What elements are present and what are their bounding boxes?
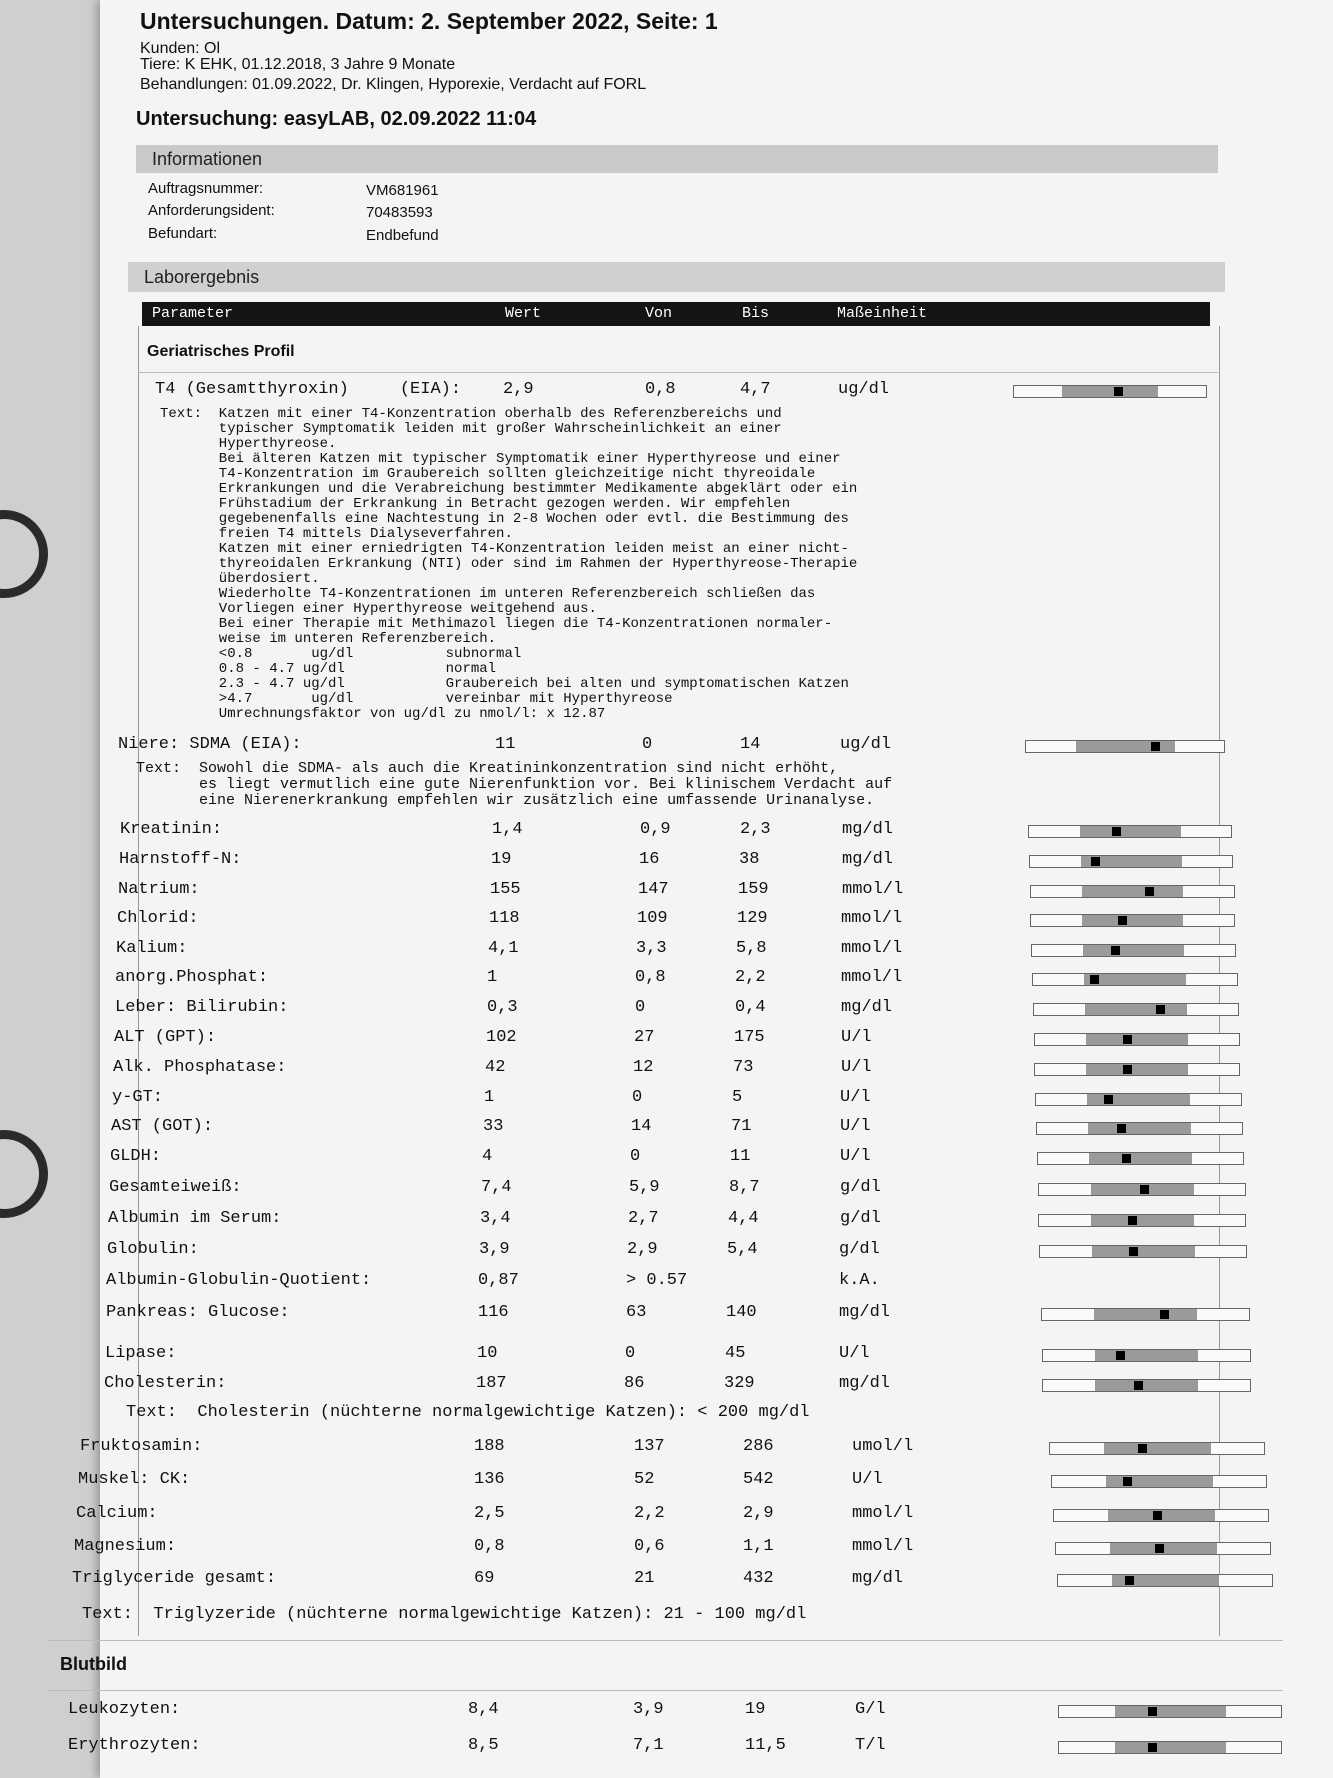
cholesterol-note: Text: Cholesterin (nüchterne normalgewichtige Katzen): < 200 mg/dl xyxy=(126,1403,810,1422)
cell-wert: 7,4 xyxy=(481,1178,512,1197)
range-bar xyxy=(1051,1475,1267,1488)
info-heading: Informationen xyxy=(136,145,1218,173)
cell-name: AST (GOT): xyxy=(111,1117,214,1136)
info-label-type: Befundart: xyxy=(148,225,218,242)
cell-name: T4 (Gesamtthyroxin) (EIA): xyxy=(155,380,462,399)
cell-bis: 5,8 xyxy=(736,939,767,958)
range-bar-reference xyxy=(1092,1246,1195,1257)
cell-von: 3,9 xyxy=(633,1700,664,1719)
cell-von: 0 xyxy=(625,1344,636,1363)
cell-von: 0 xyxy=(642,735,653,754)
range-bar xyxy=(1049,1442,1265,1455)
range-bar-reference xyxy=(1082,915,1184,926)
range-bar xyxy=(1030,885,1235,898)
cell-bis: 11,5 xyxy=(745,1736,786,1755)
cell-wert: 102 xyxy=(486,1028,517,1047)
cell-wert: 69 xyxy=(474,1569,495,1588)
cell-einheit: k.A. xyxy=(839,1271,880,1290)
cell-einheit: mg/dl xyxy=(842,820,894,839)
cell-name: Kreatinin: xyxy=(120,820,223,839)
cell-name: Gesamteiweiß: xyxy=(109,1178,242,1197)
cell-bis: 5 xyxy=(732,1088,743,1107)
cell-von: 5,9 xyxy=(629,1178,660,1197)
range-bar-marker xyxy=(1123,1035,1132,1044)
cell-von: > 0.57 xyxy=(626,1271,688,1290)
cell-name: Triglyceride gesamt: xyxy=(72,1569,277,1588)
cell-bis: 432 xyxy=(743,1569,774,1588)
range-bar-reference xyxy=(1091,1215,1194,1226)
range-bar xyxy=(1028,825,1232,838)
cell-einheit: T/l xyxy=(855,1736,886,1755)
cell-wert: 3,4 xyxy=(480,1209,511,1228)
range-bar xyxy=(1034,1033,1240,1046)
cell-von: 0,6 xyxy=(634,1537,665,1556)
cell-name: Muskel: CK: xyxy=(78,1470,191,1489)
range-bar-marker xyxy=(1118,916,1127,925)
binder-ring-bottom xyxy=(0,1130,48,1218)
range-bar-reference xyxy=(1115,1706,1226,1717)
cell-name: Lipase: xyxy=(105,1344,177,1363)
cell-bis: 1,1 xyxy=(743,1537,774,1556)
cell-einheit: g/dl xyxy=(840,1209,881,1228)
section-blutbild: Blutbild xyxy=(60,1654,127,1674)
cell-bis: 19 xyxy=(745,1700,766,1719)
cell-wert: 188 xyxy=(474,1437,505,1456)
range-bar xyxy=(1042,1349,1251,1362)
range-bar-marker xyxy=(1155,1544,1164,1553)
cell-von: 86 xyxy=(624,1374,645,1393)
range-bar-marker xyxy=(1090,975,1099,984)
cell-bis: 14 xyxy=(740,735,761,754)
range-bar xyxy=(1038,1183,1246,1196)
cell-name: Fruktosamin: xyxy=(80,1437,203,1456)
cell-bis: 4,4 xyxy=(728,1209,759,1228)
info-value-order: VM681961 xyxy=(366,182,439,199)
cell-von: 0,8 xyxy=(645,380,676,399)
report-title: Untersuchungen. Datum: 2. September 2022, Seite: 1 xyxy=(140,8,718,34)
cell-bis: 11 xyxy=(730,1147,751,1166)
cell-einheit: mg/dl xyxy=(841,998,893,1017)
col-bis: Bis xyxy=(742,305,770,322)
cell-wert: 1 xyxy=(484,1088,495,1107)
range-bar xyxy=(1031,944,1236,957)
section-geriatric: Geriatrisches Profil xyxy=(147,343,295,360)
range-bar-reference xyxy=(1106,1476,1213,1487)
cell-wert: 116 xyxy=(478,1303,509,1322)
cell-wert: 187 xyxy=(476,1374,507,1393)
cell-wert: 2,5 xyxy=(474,1504,505,1523)
range-bar-marker xyxy=(1156,1005,1165,1014)
range-bar xyxy=(1033,1003,1239,1016)
range-bar-marker xyxy=(1114,387,1123,396)
cell-einheit: g/dl xyxy=(839,1240,880,1259)
cell-einheit: mg/dl xyxy=(839,1374,891,1393)
range-bar-reference xyxy=(1104,1443,1211,1454)
cell-wert: 155 xyxy=(490,880,521,899)
range-bar-reference xyxy=(1087,1094,1190,1105)
cell-bis: 5,4 xyxy=(727,1240,758,1259)
cell-bis: 73 xyxy=(733,1058,754,1077)
animal-line: Tiere: K EHK, 01.12.2018, 3 Jahre 9 Monate xyxy=(140,56,456,73)
cell-einheit: ug/dl xyxy=(838,380,890,399)
range-bar xyxy=(1042,1379,1251,1392)
cell-bis: 2,3 xyxy=(740,820,771,839)
blutbild-divider-2 xyxy=(48,1690,1283,1691)
cell-name: Magnesium: xyxy=(74,1537,177,1556)
range-bar-reference xyxy=(1086,1034,1188,1045)
cell-wert: 0,3 xyxy=(487,998,518,1017)
cell-bis: 542 xyxy=(743,1470,774,1489)
cell-einheit: mg/dl xyxy=(842,850,894,869)
range-bar-marker xyxy=(1153,1511,1162,1520)
cell-von: 14 xyxy=(631,1117,652,1136)
info-label-order: Auftragsnummer: xyxy=(148,180,264,197)
range-bar-marker xyxy=(1091,857,1100,866)
col-von: Von xyxy=(645,305,673,322)
cell-name: Leukozyten: xyxy=(68,1700,181,1719)
treatment-line: Behandlungen: 01.09.2022, Dr. Klingen, Hyporexie, Verdacht auf FORL xyxy=(140,76,647,93)
cell-name: Globulin: xyxy=(107,1240,199,1259)
range-bar-marker xyxy=(1140,1185,1149,1194)
range-bar-reference xyxy=(1088,1123,1191,1134)
cell-name: Pankreas: Glucose: xyxy=(106,1303,290,1322)
cell-wert: 1 xyxy=(487,968,498,987)
range-bar-reference xyxy=(1095,1350,1199,1361)
cell-einheit: U/l xyxy=(841,1058,872,1077)
cell-wert: 0,8 xyxy=(474,1537,505,1556)
range-bar-marker xyxy=(1123,1065,1132,1074)
cell-einheit: U/l xyxy=(852,1470,883,1489)
cell-bis: 0,4 xyxy=(735,998,766,1017)
range-bar xyxy=(1058,1705,1282,1718)
range-bar-marker xyxy=(1122,1154,1131,1163)
binder-ring-top xyxy=(0,510,48,598)
cell-name: ALT (GPT): xyxy=(114,1028,217,1047)
info-value-request: 70483593 xyxy=(366,204,433,221)
cell-bis: 175 xyxy=(734,1028,765,1047)
cell-einheit: U/l xyxy=(840,1147,871,1166)
range-bar xyxy=(1053,1509,1269,1522)
range-bar-marker xyxy=(1112,827,1121,836)
range-bar xyxy=(1032,973,1238,986)
cell-name: Calcium: xyxy=(76,1504,158,1523)
cell-von: 27 xyxy=(634,1028,655,1047)
range-bar-marker xyxy=(1160,1310,1169,1319)
range-bar xyxy=(1034,1063,1240,1076)
range-bar xyxy=(1035,1093,1242,1106)
sdma-note: Text: Sowohl die SDMA- als auch die Kreatininkonzentration sind nicht erhöht, es liegt vermutlich eine gute Nierenfunktion vor. Bei klinischem Verdacht auf eine Nierenerkrankung empfehlen wir zusätzlich eine umfassende Urinanalyse. xyxy=(136,760,893,809)
range-bar-reference xyxy=(1080,826,1181,837)
cell-wert: 136 xyxy=(474,1470,505,1489)
cell-wert: 2,9 xyxy=(503,380,534,399)
cell-name: Niere: SDMA (EIA): xyxy=(118,735,302,754)
range-bar-reference xyxy=(1115,1742,1226,1753)
cell-name: Cholesterin: xyxy=(104,1374,227,1393)
cell-einheit: umol/l xyxy=(852,1437,914,1456)
cell-bis: 8,7 xyxy=(729,1178,760,1197)
cell-einheit: mmol/l xyxy=(842,880,904,899)
cell-name: Albumin im Serum: xyxy=(108,1209,282,1228)
cell-bis: 4,7 xyxy=(740,380,771,399)
cell-einheit: G/l xyxy=(855,1700,886,1719)
cell-wert: 11 xyxy=(495,735,516,754)
cell-einheit: mmol/l xyxy=(852,1504,914,1523)
range-bar-reference xyxy=(1095,1380,1199,1391)
exam-title: Untersuchung: easyLAB, 02.09.2022 11:04 xyxy=(136,108,537,130)
cell-einheit: U/l xyxy=(841,1028,872,1047)
col-einheit: Maßeinheit xyxy=(837,305,928,322)
cell-wert: 3,9 xyxy=(479,1240,510,1259)
range-bar xyxy=(1057,1574,1273,1587)
range-bar-reference xyxy=(1062,386,1158,397)
range-bar-marker xyxy=(1125,1576,1134,1585)
range-bar-marker xyxy=(1151,742,1160,751)
cell-von: 3,3 xyxy=(636,939,667,958)
cell-wert: 118 xyxy=(489,909,520,928)
customer-line: Kunden: Ol xyxy=(140,40,221,57)
cell-von: 63 xyxy=(626,1303,647,1322)
range-bar xyxy=(1029,855,1233,868)
range-bar-reference xyxy=(1084,974,1186,985)
cell-einheit: mg/dl xyxy=(839,1303,891,1322)
cell-von: 0 xyxy=(630,1147,641,1166)
cell-einheit: ug/dl xyxy=(840,735,892,754)
range-bar xyxy=(1030,914,1235,927)
info-label-request: Anforderungsident: xyxy=(148,202,275,219)
cell-name: Alk. Phosphatase: xyxy=(113,1058,287,1077)
cell-einheit: mmol/l xyxy=(841,968,903,987)
range-bar xyxy=(1058,1741,1282,1754)
range-bar-marker xyxy=(1134,1381,1143,1390)
cell-bis: 2,2 xyxy=(735,968,766,987)
cell-wert: 8,5 xyxy=(468,1736,499,1755)
range-bar-reference xyxy=(1089,1153,1192,1164)
cell-wert: 42 xyxy=(485,1058,506,1077)
cell-von: 2,9 xyxy=(627,1240,658,1259)
cell-name: Leber: Bilirubin: xyxy=(115,998,289,1017)
triglyceride-note: Text: Triglyzeride (nüchterne normalgewichtige Katzen): 21 - 100 mg/dl xyxy=(82,1605,807,1624)
cell-name: Natrium: xyxy=(118,880,200,899)
cell-wert: 1,4 xyxy=(492,820,523,839)
cell-einheit: U/l xyxy=(839,1344,870,1363)
cell-einheit: mg/dl xyxy=(852,1569,904,1588)
range-bar xyxy=(1037,1152,1244,1165)
cell-von: 0,9 xyxy=(640,820,671,839)
cell-bis: 129 xyxy=(737,909,768,928)
cell-name: Harnstoff-N: xyxy=(119,850,242,869)
cell-wert: 0,87 xyxy=(478,1271,519,1290)
range-bar xyxy=(1039,1245,1247,1258)
cell-einheit: U/l xyxy=(840,1117,871,1136)
range-bar-marker xyxy=(1148,1707,1157,1716)
cell-bis: 159 xyxy=(738,880,769,899)
cell-name: GLDH: xyxy=(110,1147,162,1166)
range-bar-marker xyxy=(1111,946,1120,955)
cell-bis: 286 xyxy=(743,1437,774,1456)
cell-name: Albumin-Globulin-Quotient: xyxy=(106,1271,372,1290)
cell-von: 16 xyxy=(639,850,660,869)
cell-einheit: mmol/l xyxy=(852,1537,914,1556)
cell-einheit: mmol/l xyxy=(841,939,903,958)
range-bar xyxy=(1041,1308,1250,1321)
cell-von: 52 xyxy=(634,1470,655,1489)
cell-wert: 4,1 xyxy=(488,939,519,958)
range-bar xyxy=(1038,1214,1246,1227)
cell-einheit: U/l xyxy=(840,1088,871,1107)
range-bar-marker xyxy=(1129,1247,1138,1256)
range-bar-marker xyxy=(1128,1216,1137,1225)
range-bar xyxy=(1055,1542,1271,1555)
section-divider xyxy=(138,372,1218,373)
range-bar-marker xyxy=(1123,1477,1132,1486)
range-bar-reference xyxy=(1082,886,1184,897)
range-bar-marker xyxy=(1145,887,1154,896)
cell-von: 7,1 xyxy=(633,1736,664,1755)
cell-name: Erythrozyten: xyxy=(68,1736,201,1755)
t4-note: Text: Katzen mit einer T4-Konzentration oberhalb des Referenzbereichs und typischer Symptomatik leiden mit großer Wahrscheinlichkeit an einer Hyperthyreose. Bei älteren Katzen mit typischer Symptomatik einer Hyperthyreose und einer T4-Konzentration im Graubereich sollten gleichzeitige nicht thyreoidale Erkrankungen und die Verabreichung bestimmter Medikamente abgeklärt oder ein Frühstadium der Erkrankung in Betracht gezogen werden. Wir empfehlen gegebenenfalls eine Nachtestung in 2-8 Wochen oder evtl. die Bestimmung des freien T4 mittels Dialyseverfahren. Katzen mit einer erniedrigten T4-Konzentration leiden meist an einer nicht- thyreoidalen Erkrankung (NTI) oder sind im Rahmen der Hyperthyreose-Therapie überdosiert. Wiederholte T4-Konzentrationen im unteren Referenzbereich schließen das Vorliegen einer Hyperthyreose weitgehend aus. Bei einer Therapie mit Methimazol liegen die T4-Konzentrationen normaler- weise im unteren Referenzbereich. <0.8 ug/dl subnormal 0.8 - 4.7 ug/dl normal 2.3 - 4.7 ug/dl Graubereich bei alten und symptomatischen Katzen >4.7 ug/dl vereinbar mit Hyperthyreose Umrechnungsfaktor von ug/dl zu nmol/l: x 12.87 xyxy=(160,406,858,722)
cell-name: Chlorid: xyxy=(117,909,199,928)
range-bar-reference xyxy=(1085,1004,1187,1015)
range-bar-marker xyxy=(1117,1124,1126,1133)
cell-wert: 4 xyxy=(482,1147,493,1166)
cell-wert: 10 xyxy=(477,1344,498,1363)
range-bar-marker xyxy=(1138,1444,1147,1453)
cell-von: 2,2 xyxy=(634,1504,665,1523)
cell-bis: 38 xyxy=(739,850,760,869)
range-bar xyxy=(1036,1122,1243,1135)
cell-bis: 71 xyxy=(731,1117,752,1136)
range-bar-reference xyxy=(1094,1309,1198,1320)
range-bar-reference xyxy=(1086,1064,1188,1075)
lab-heading: Laborergebnis xyxy=(128,262,1225,292)
info-value-type: Endbefund xyxy=(366,227,439,244)
blutbild-divider xyxy=(48,1640,1283,1641)
cell-von: 0,8 xyxy=(635,968,666,987)
results-table-header xyxy=(142,302,1210,326)
range-bar xyxy=(1025,740,1225,753)
cell-bis: 45 xyxy=(725,1344,746,1363)
cell-von: 0 xyxy=(635,998,646,1017)
cell-name: y-GT: xyxy=(112,1088,164,1107)
cell-von: 0 xyxy=(632,1088,643,1107)
range-bar xyxy=(1013,385,1207,398)
cell-wert: 33 xyxy=(483,1117,504,1136)
cell-wert: 8,4 xyxy=(468,1700,499,1719)
cell-von: 12 xyxy=(633,1058,654,1077)
cell-wert: 19 xyxy=(491,850,512,869)
cell-von: 2,7 xyxy=(628,1209,659,1228)
cell-von: 137 xyxy=(634,1437,665,1456)
cell-einheit: mmol/l xyxy=(841,909,903,928)
cell-bis: 140 xyxy=(726,1303,757,1322)
cell-von: 109 xyxy=(637,909,668,928)
cell-von: 21 xyxy=(634,1569,655,1588)
cell-name: Kalium: xyxy=(116,939,188,958)
range-bar-marker xyxy=(1104,1095,1113,1104)
cell-von: 147 xyxy=(638,880,669,899)
cell-name: anorg.Phosphat: xyxy=(115,968,269,987)
cell-bis: 329 xyxy=(724,1374,755,1393)
cell-einheit: g/dl xyxy=(840,1178,881,1197)
col-wert: Wert xyxy=(505,305,542,322)
range-bar-reference xyxy=(1083,945,1185,956)
range-bar-marker xyxy=(1148,1743,1157,1752)
range-bar-marker xyxy=(1116,1351,1125,1360)
cell-bis: 2,9 xyxy=(743,1504,774,1523)
col-parameter: Parameter xyxy=(152,305,234,322)
